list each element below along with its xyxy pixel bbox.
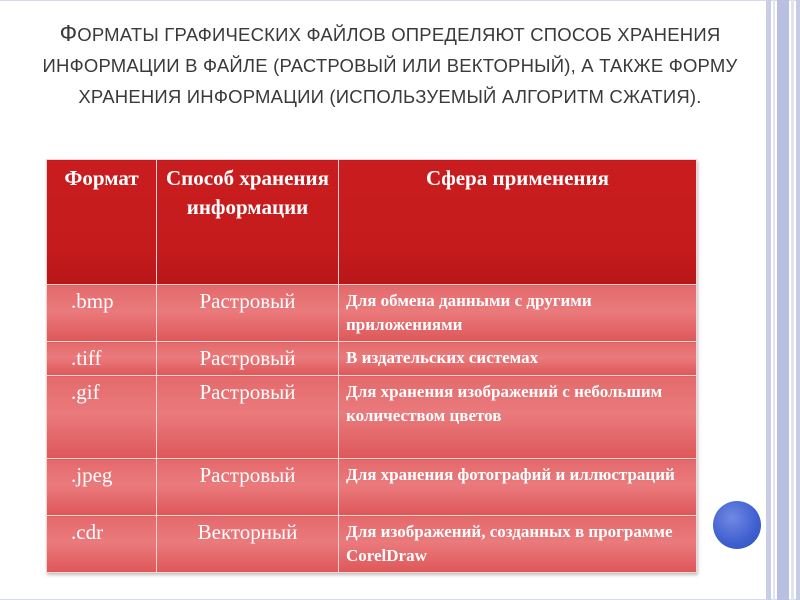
table-row — [47, 285, 697, 342]
method-cell: Растровый — [157, 459, 339, 516]
scope-cell: Для изображений, созданных в программе CorelDraw — [339, 516, 697, 573]
format-cell: .bmp — [47, 285, 157, 342]
method-cell: Векторный — [157, 516, 339, 573]
decorative-circle — [713, 501, 761, 549]
slide-heading: ФОРМАТЫ ГРАФИЧЕСКИХ ФАЙЛОВ ОПРЕДЕЛЯЮТ СПОСОБ ХРАНЕНИЯ ИНФОРМАЦИИ В ФАЙЛЕ (РАСТРОВЫЙ ИЛИ ВЕКТОРНЫЙ), А ТАКЖЕ ФОРМУ ХРАНЕНИЯ ИНФОРМАЦИИ (ИСПОЛЬЗУЕМЫЙ АЛГОРИТМ СЖАТИЯ). — [42, 20, 738, 107]
top-border-line — [0, 0, 800, 1]
right-border-stripe — [777, 0, 789, 600]
scope-cell: Для хранения изображений с небольшим количеством цветов — [339, 376, 697, 459]
right-border-stripe — [766, 0, 771, 600]
method-cell: Растровый — [157, 376, 339, 459]
right-border-stripe — [791, 0, 794, 600]
scope-cell: В издательских системах — [339, 342, 697, 376]
right-border-stripe — [773, 0, 775, 600]
column-header-method: Способ хранения информации — [157, 160, 339, 285]
table-row — [47, 459, 697, 516]
right-border-stripe — [796, 0, 800, 600]
table-header-row — [47, 160, 697, 285]
table-row — [47, 376, 697, 459]
table-row — [47, 342, 697, 376]
scope-cell: Для хранения фотографий и иллюстраций — [339, 459, 697, 516]
column-header-format: Формат — [47, 160, 157, 285]
format-cell: .cdr — [47, 516, 157, 573]
method-cell: Растровый — [157, 285, 339, 342]
table-row — [47, 516, 697, 573]
scope-cell: Для обмена данными с другими приложениями — [339, 285, 697, 342]
method-cell: Растровый — [157, 342, 339, 376]
format-cell: .gif — [47, 376, 157, 459]
format-cell: .tiff — [47, 342, 157, 376]
formats-table — [46, 159, 697, 573]
format-cell: .jpeg — [47, 459, 157, 516]
column-header-scope: Сфера применения — [339, 160, 697, 285]
